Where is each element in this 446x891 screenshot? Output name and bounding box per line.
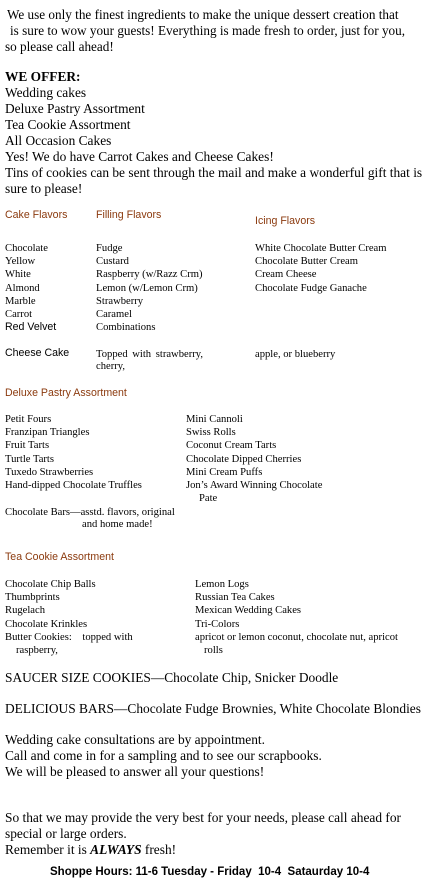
butter-cookies-toppings-2: rolls — [204, 645, 223, 656]
filling-flavor: Strawberry — [96, 295, 144, 307]
pastry-item: Mini Cannoli — [186, 414, 243, 425]
intro-line-1: We use only the finest ingredients to make the unique dessert creation that — [7, 7, 399, 22]
chocolate-bars-line-1: Chocolate Bars—asstd. flavors, original — [5, 507, 175, 518]
tea-cookie-item: Chocolate Chip Balls — [5, 579, 96, 590]
tins-line-2: sure to please! — [5, 181, 83, 196]
pastry-item: Jon’s Award Winning Chocolate — [186, 479, 323, 491]
pastry-right-list — [186, 413, 322, 505]
cake-flavor: Almond — [5, 282, 40, 294]
icing-flavors-heading: Icing Flavors — [255, 215, 316, 227]
tins-line-1: Tins of cookies can be sent through the mail and make a wonderful gift that is — [5, 165, 423, 180]
cake-flavor: Chocolate — [5, 243, 48, 254]
filling-flavor: Custard — [96, 256, 129, 268]
closing-suffix: fresh! — [141, 842, 177, 857]
consultation-line-3: We will be pleased to answer all your questions! — [5, 764, 265, 779]
tea-cookie-item: Russian Tea Cakes — [195, 592, 275, 604]
pastry-item: Turtle Tarts — [5, 453, 54, 465]
yes-carrot-cheese-line: Yes! We do have Carrot Cakes and Cheese Cakes! — [5, 149, 274, 164]
pastry-item: Franzipan Triangles — [5, 427, 90, 439]
pastry-item: Chocolate Dipped Cherries — [186, 453, 302, 465]
filling-flavors-heading: Filling Flavors — [96, 209, 162, 221]
closing-line-3 — [5, 842, 176, 858]
butter-cookies-toppings-1: apricot or lemon coconut, chocolate nut, apricot — [195, 632, 398, 643]
filling-flavor: Caramel — [96, 308, 132, 320]
icing-flavor: Chocolate Fudge Ganache — [255, 282, 367, 294]
closing-prefix: Remember it is — [5, 842, 91, 857]
tea-cookie-item: Mexican Wedding Cakes — [195, 605, 302, 617]
chocolate-bars-line-2: and home made! — [82, 519, 153, 530]
closing-line-1: So that we may provide the very best for your needs, please call ahead for — [5, 810, 401, 825]
cheese-cake-topping-3: apple, or blueberry — [255, 349, 336, 360]
closing-line-2: special or large orders. — [5, 826, 127, 841]
offer-item-wedding-cakes: Wedding cakes — [5, 85, 87, 100]
tea-cookie-item: Tri-Colors — [195, 618, 240, 630]
tea-cookie-item: Lemon Logs — [195, 579, 249, 590]
pastry-item: Mini Cream Puffs — [186, 466, 263, 478]
filling-flavors-list — [96, 242, 203, 334]
cake-flavors-heading: Cake Flavors — [5, 209, 68, 221]
icing-flavors-list — [255, 242, 387, 295]
cake-flavor: Marble — [5, 295, 36, 307]
intro-line-3: so please call ahead! — [5, 39, 114, 54]
icing-flavor: Cream Cheese — [255, 269, 317, 281]
tea-cookie-item: Thumbprints — [5, 592, 60, 604]
icing-flavor: Chocolate Butter Cream — [255, 256, 358, 268]
offer-item-tea-cookie: Tea Cookie Assortment — [5, 117, 131, 132]
pastry-heading: Deluxe Pastry Assortment — [5, 387, 127, 399]
cheese-cake-topping-1: Topped with strawberry, — [96, 349, 204, 360]
pastry-item: Petit Fours — [5, 414, 52, 425]
pastry-item: Hand-dipped Chocolate Truffles — [5, 479, 142, 491]
filling-flavor: Raspberry (w/Razz Crm) — [96, 269, 203, 281]
cake-flavor: Yellow — [5, 256, 36, 268]
we-offer-title: WE OFFER: — [5, 69, 81, 84]
consultation-line-2: Call and come in for a sampling and to see our scrapbooks. — [5, 748, 322, 763]
pastry-item: Swiss Rolls — [186, 427, 236, 439]
pastry-left-list — [5, 413, 142, 492]
cake-flavor: Red Velvet — [5, 321, 57, 334]
delicious-bars-line: DELICIOUS BARS—Chocolate Fudge Brownies, White Chocolate Blondies — [5, 701, 421, 716]
consultation-line-1: Wedding cake consultations are by appointment. — [5, 732, 265, 747]
pastry-item: Tuxedo Strawberries — [5, 466, 94, 478]
shoppe-hours: Shoppe Hours: 11-6 Tuesday - Friday 10-4 Sataurday 10-4 — [50, 866, 370, 878]
intro-line-2: is sure to wow your guests! Everything is made fresh to order, just for you, — [10, 23, 406, 38]
icing-flavor: White Chocolate Butter Cream — [255, 243, 387, 254]
tea-cookie-item: Rugelach — [5, 605, 46, 617]
tea-cookie-heading: Tea Cookie Assortment — [5, 551, 114, 563]
butter-cookies-line-1: Butter Cookies: topped with — [5, 632, 133, 643]
cake-flavors-list — [5, 242, 56, 334]
filling-flavor: Lemon (w/Lemon Crm) — [96, 282, 198, 294]
pastry-item-continued: Pate — [199, 493, 218, 505]
saucer-cookies-line: SAUCER SIZE COOKIES—Chocolate Chip, Snicker Doodle — [5, 670, 339, 685]
filling-flavor: Combinations — [96, 322, 156, 334]
pastry-item: Coconut Cream Tarts — [186, 440, 277, 452]
pastry-item: Fruit Tarts — [5, 440, 50, 452]
tea-right-list — [195, 578, 301, 631]
filling-flavor: Fudge — [96, 243, 123, 254]
cheese-cake-topping-2: cherry, — [96, 361, 126, 372]
cake-flavor: Carrot — [5, 308, 33, 320]
butter-cookies-line-2: raspberry, — [16, 645, 58, 656]
tea-cookie-item: Chocolate Krinkles — [5, 618, 88, 630]
offer-item-deluxe-pastry: Deluxe Pastry Assortment — [5, 101, 145, 116]
cake-flavor: White — [5, 269, 31, 281]
tea-left-list — [5, 578, 96, 631]
cheese-cake-label: Cheese Cake — [5, 347, 70, 359]
offer-item-all-occasion: All Occasion Cakes — [5, 133, 112, 148]
always-emphasis: ALWAYS — [90, 842, 142, 857]
